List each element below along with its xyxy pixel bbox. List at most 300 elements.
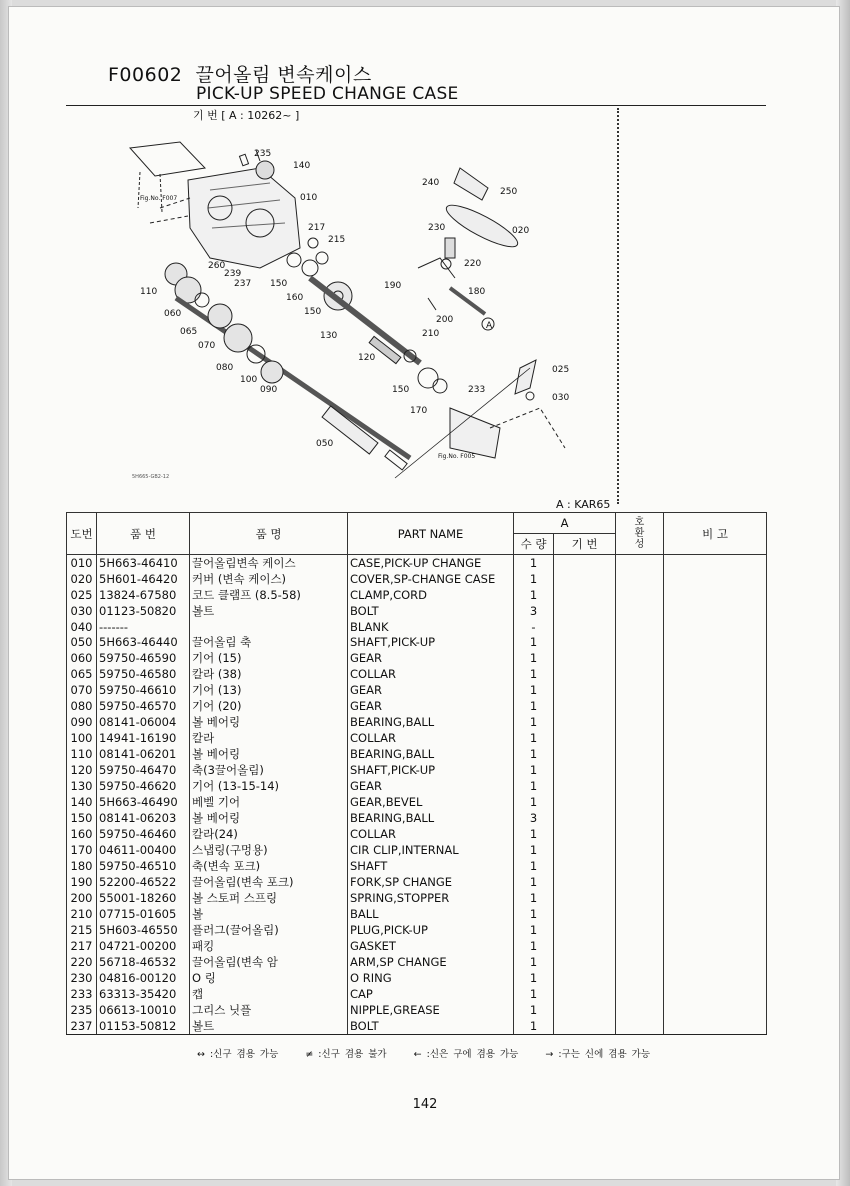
part-name-english: SHAFT,PICK-UP — [348, 762, 514, 778]
part-name-korean: O 링 — [190, 970, 348, 986]
part-name-korean: 볼 스토퍼 스프링 — [190, 890, 348, 906]
serial-cell — [554, 986, 616, 1002]
table-row — [67, 730, 767, 746]
part-number: 08141-06201 — [97, 746, 190, 762]
table-row — [67, 698, 767, 714]
header-remarks: 비 고 — [664, 513, 767, 555]
row-number: 237 — [67, 1018, 97, 1035]
remarks-cell — [664, 826, 767, 842]
quantity: 1 — [514, 938, 554, 954]
remarks-cell — [664, 746, 767, 762]
part-name-korean: 칼라 — [190, 730, 348, 746]
part-name-english: COVER,SP-CHANGE CASE — [348, 571, 514, 587]
row-number: 235 — [67, 1002, 97, 1018]
row-number: 170 — [67, 842, 97, 858]
part-name-english: GEAR — [348, 698, 514, 714]
header-interchange: 호 환 성 — [616, 513, 664, 555]
serial-cell — [554, 698, 616, 714]
remarks-cell — [664, 938, 767, 954]
quantity: 1 — [514, 682, 554, 698]
remarks-cell — [664, 810, 767, 826]
table-row — [67, 890, 767, 906]
legend-item: ≠ :신구 겸용 불가 — [305, 1049, 387, 1060]
quantity: 1 — [514, 1018, 554, 1035]
table-row — [67, 714, 767, 730]
part-name-english: BOLT — [348, 603, 514, 619]
interchange-cell — [616, 906, 664, 922]
interchange-cell — [616, 746, 664, 762]
quantity: 1 — [514, 650, 554, 666]
legend-item: ↔ :신구 겸용 가능 — [197, 1049, 279, 1060]
interchange-cell — [616, 810, 664, 826]
part-name-korean — [190, 619, 348, 634]
part-number: 5H663-46440 — [97, 634, 190, 650]
remarks-cell — [664, 794, 767, 810]
serial-cell — [554, 650, 616, 666]
remarks-cell — [664, 714, 767, 730]
serial-range: 기 번 [ A : 10262~ ] — [193, 109, 300, 122]
header-serial: 기 번 — [554, 534, 616, 555]
part-number: 5H603-46550 — [97, 922, 190, 938]
quantity: 1 — [514, 922, 554, 938]
remarks-cell — [664, 986, 767, 1002]
remarks-cell — [664, 858, 767, 874]
remarks-cell — [664, 842, 767, 858]
table-row — [67, 970, 767, 986]
interchange-cell — [616, 666, 664, 682]
part-name-korean: 끌어올림 축 — [190, 634, 348, 650]
part-name-english: COLLAR — [348, 826, 514, 842]
title-divider — [66, 105, 766, 106]
serial-cell — [554, 810, 616, 826]
interchange-cell — [616, 1002, 664, 1018]
interchange-cell — [616, 650, 664, 666]
serial-cell — [554, 906, 616, 922]
row-number: 110 — [67, 746, 97, 762]
serial-cell — [554, 714, 616, 730]
part-number: 59750-46580 — [97, 666, 190, 682]
row-number: 233 — [67, 986, 97, 1002]
diagram-label: 235 — [254, 149, 272, 159]
part-name-english: BOLT — [348, 1018, 514, 1035]
quantity: 1 — [514, 730, 554, 746]
serial-cell — [554, 603, 616, 619]
serial-cell — [554, 922, 616, 938]
part-name-korean: 볼트 — [190, 1018, 348, 1035]
header-name-kr: 품 명 — [190, 513, 348, 555]
row-number: 030 — [67, 603, 97, 619]
part-name-korean: 그리스 닛플 — [190, 1002, 348, 1018]
diagram-label: 050 — [316, 439, 334, 449]
serial-cell — [554, 555, 616, 572]
interchange-cell — [616, 954, 664, 970]
part-name-english: BEARING,BALL — [348, 714, 514, 730]
row-number: 025 — [67, 587, 97, 603]
model-header: A : KAR65 — [556, 498, 611, 511]
diagram-label: 020 — [512, 226, 530, 236]
serial-cell — [554, 954, 616, 970]
part-name-korean: 기어 (15) — [190, 650, 348, 666]
legend-item: ← :신은 구에 겸용 가능 — [413, 1049, 519, 1060]
row-number: 130 — [67, 778, 97, 794]
part-number: 08141-06203 — [97, 810, 190, 826]
table-row — [67, 842, 767, 858]
part-number: 5H663-46490 — [97, 794, 190, 810]
page-number: 142 — [412, 1097, 438, 1112]
part-number: 01123-50820 — [97, 603, 190, 619]
table-row — [67, 874, 767, 890]
part-name-english: PLUG,PICK-UP — [348, 922, 514, 938]
diagram-label: 140 — [293, 161, 311, 171]
interchange-cell — [616, 587, 664, 603]
serial-cell — [554, 842, 616, 858]
serial-cell — [554, 666, 616, 682]
part-name-english: GEAR — [348, 682, 514, 698]
table-row — [67, 938, 767, 954]
row-number: 100 — [67, 730, 97, 746]
section-title-korean: 끌어올림 변속케이스 — [195, 64, 372, 86]
serial-cell — [554, 634, 616, 650]
serial-cell — [554, 762, 616, 778]
part-name-english: GEAR,BEVEL — [348, 794, 514, 810]
part-number: 08141-06004 — [97, 714, 190, 730]
part-name-english: ARM,SP CHANGE — [348, 954, 514, 970]
header-qty: 수 량 — [514, 534, 554, 555]
figure-reference: Fig.No. F005 — [438, 453, 476, 460]
row-number: 220 — [67, 954, 97, 970]
quantity: 1 — [514, 970, 554, 986]
row-number: 150 — [67, 810, 97, 826]
diagram-label: A — [486, 321, 493, 331]
part-name-korean: 스냅링(구멍용) — [190, 842, 348, 858]
diagram-label: 200 — [436, 315, 454, 325]
row-number: 060 — [67, 650, 97, 666]
quantity: 1 — [514, 571, 554, 587]
header-name-en: PART NAME — [348, 513, 514, 555]
quantity: 1 — [514, 842, 554, 858]
part-number: 13824-67580 — [97, 587, 190, 603]
serial-cell — [554, 587, 616, 603]
part-name-english: BALL — [348, 906, 514, 922]
serial-cell — [554, 1018, 616, 1035]
interchange-cell — [616, 874, 664, 890]
interchange-cell — [616, 603, 664, 619]
row-number: 180 — [67, 858, 97, 874]
diagram-label: 215 — [328, 235, 346, 245]
table-row — [67, 762, 767, 778]
part-number: 52200-46522 — [97, 874, 190, 890]
remarks-cell — [664, 634, 767, 650]
part-number: 04611-00400 — [97, 842, 190, 858]
quantity: 1 — [514, 874, 554, 890]
part-name-english: COLLAR — [348, 666, 514, 682]
part-number: 01153-50812 — [97, 1018, 190, 1035]
quantity: 3 — [514, 603, 554, 619]
diagram-label: 150 — [304, 307, 322, 317]
row-number: 230 — [67, 970, 97, 986]
quantity: 1 — [514, 666, 554, 682]
serial-cell — [554, 874, 616, 890]
part-name-korean: 끌어올림변속 케이스 — [190, 555, 348, 572]
quantity: 1 — [514, 906, 554, 922]
remarks-cell — [664, 778, 767, 794]
parts-table — [66, 512, 767, 1035]
header-group-a: A — [514, 513, 616, 534]
table-row — [67, 682, 767, 698]
remarks-cell — [664, 874, 767, 890]
section-title-english: PICK-UP SPEED CHANGE CASE — [196, 84, 459, 104]
legend — [197, 1046, 672, 1060]
quantity: 1 — [514, 746, 554, 762]
part-name-english: GASKET — [348, 938, 514, 954]
serial-cell — [554, 938, 616, 954]
part-number: ------- — [97, 619, 190, 634]
diagram-label: 025 — [552, 365, 570, 375]
remarks-cell — [664, 571, 767, 587]
interchange-cell — [616, 890, 664, 906]
table-row — [67, 746, 767, 762]
row-number: 120 — [67, 762, 97, 778]
quantity: 1 — [514, 634, 554, 650]
remarks-cell — [664, 954, 767, 970]
part-name-korean: 기어 (13) — [190, 682, 348, 698]
quantity: 1 — [514, 762, 554, 778]
serial-cell — [554, 794, 616, 810]
row-number: 210 — [67, 906, 97, 922]
diagram-label: 065 — [180, 327, 198, 337]
diagram-label: 150 — [392, 385, 410, 395]
interchange-cell — [616, 986, 664, 1002]
table-row — [67, 906, 767, 922]
table-row — [67, 650, 767, 666]
interchange-cell — [616, 826, 664, 842]
interchange-cell — [616, 698, 664, 714]
serial-cell — [554, 571, 616, 587]
quantity: 1 — [514, 986, 554, 1002]
part-name-english: CIR CLIP,INTERNAL — [348, 842, 514, 858]
part-name-english: SHAFT — [348, 858, 514, 874]
diagram-label: 240 — [422, 178, 440, 188]
remarks-cell — [664, 1002, 767, 1018]
row-number: 065 — [67, 666, 97, 682]
part-name-english: SHAFT,PICK-UP — [348, 634, 514, 650]
remarks-cell — [664, 762, 767, 778]
part-number: 14941-16190 — [97, 730, 190, 746]
diagram-label: 120 — [358, 353, 376, 363]
table-row — [67, 666, 767, 682]
diagram-label: 030 — [552, 393, 570, 403]
quantity: 1 — [514, 890, 554, 906]
quantity: 1 — [514, 555, 554, 572]
part-name-korean: 캡 — [190, 986, 348, 1002]
interchange-cell — [616, 1018, 664, 1035]
diagram-label: 239 — [224, 269, 242, 279]
table-row — [67, 603, 767, 619]
part-name-english: CASE,PICK-UP CHANGE — [348, 555, 514, 572]
table-row — [67, 619, 767, 634]
row-number: 040 — [67, 619, 97, 634]
part-name-korean: 플러그(끌어올림) — [190, 922, 348, 938]
part-name-korean: 축(변속 포크) — [190, 858, 348, 874]
part-name-korean: 베벨 기어 — [190, 794, 348, 810]
section-code: F00602 — [108, 64, 183, 86]
row-number: 200 — [67, 890, 97, 906]
part-name-korean: 볼 — [190, 906, 348, 922]
quantity: 1 — [514, 778, 554, 794]
serial-cell — [554, 1002, 616, 1018]
table-row — [67, 587, 767, 603]
part-number: 59750-46570 — [97, 698, 190, 714]
interchange-cell — [616, 619, 664, 634]
diagram-label: 170 — [410, 406, 428, 416]
remarks-cell — [664, 650, 767, 666]
part-name-english: FORK,SP CHANGE — [348, 874, 514, 890]
table-row — [67, 571, 767, 587]
diagram-label: 180 — [468, 287, 486, 297]
quantity: 1 — [514, 826, 554, 842]
part-number: 59750-46590 — [97, 650, 190, 666]
serial-cell — [554, 858, 616, 874]
serial-cell — [554, 778, 616, 794]
table-row — [67, 634, 767, 650]
serial-cell — [554, 826, 616, 842]
part-name-english: SPRING,STOPPER — [348, 890, 514, 906]
serial-cell — [554, 746, 616, 762]
table-row — [67, 810, 767, 826]
part-number: 55001-18260 — [97, 890, 190, 906]
interchange-cell — [616, 778, 664, 794]
table-row — [67, 1018, 767, 1035]
remarks-cell — [664, 1018, 767, 1035]
diagram-label: 060 — [164, 309, 182, 319]
part-number: 59750-46620 — [97, 778, 190, 794]
quantity: 1 — [514, 858, 554, 874]
row-number: 215 — [67, 922, 97, 938]
table-row — [67, 778, 767, 794]
part-number: 04721-00200 — [97, 938, 190, 954]
interchange-cell — [616, 682, 664, 698]
diagram-label: 100 — [240, 375, 258, 385]
part-name-english: BEARING,BALL — [348, 746, 514, 762]
remarks-cell — [664, 970, 767, 986]
part-name-korean: 끌어올림(변속 포크) — [190, 874, 348, 890]
serial-cell — [554, 890, 616, 906]
remarks-cell — [664, 682, 767, 698]
interchange-cell — [616, 922, 664, 938]
diagram-label: 010 — [300, 193, 318, 203]
row-number: 020 — [67, 571, 97, 587]
table-row — [67, 555, 767, 572]
row-number: 217 — [67, 938, 97, 954]
part-number: 5H601-46420 — [97, 571, 190, 587]
row-number: 010 — [67, 555, 97, 572]
part-number: 59750-46610 — [97, 682, 190, 698]
part-number: 5H663-46410 — [97, 555, 190, 572]
serial-cell — [554, 970, 616, 986]
part-name-korean: 볼트 — [190, 603, 348, 619]
part-name-korean: 축(3끌어올림) — [190, 762, 348, 778]
interchange-cell — [616, 730, 664, 746]
row-number: 090 — [67, 714, 97, 730]
quantity: 1 — [514, 794, 554, 810]
part-number: 07715-01605 — [97, 906, 190, 922]
serial-cell — [554, 730, 616, 746]
diagram-label: 130 — [320, 331, 338, 341]
interchange-cell — [616, 762, 664, 778]
quantity: - — [514, 619, 554, 634]
row-number: 070 — [67, 682, 97, 698]
part-number: 04816-00120 — [97, 970, 190, 986]
table-row — [67, 986, 767, 1002]
table-row — [67, 922, 767, 938]
part-name-english: COLLAR — [348, 730, 514, 746]
diagram-label: 233 — [468, 385, 486, 395]
quantity: 1 — [514, 954, 554, 970]
part-name-korean: 칼라 (38) — [190, 666, 348, 682]
table-row — [67, 1002, 767, 1018]
diagram-label: 230 — [428, 223, 446, 233]
interchange-cell — [616, 714, 664, 730]
part-name-korean: 칼라(24) — [190, 826, 348, 842]
part-name-korean: 볼 베어링 — [190, 810, 348, 826]
exploded-parts-diagram — [110, 128, 580, 490]
header-no: 도번 — [67, 513, 97, 555]
part-name-english: BEARING,BALL — [348, 810, 514, 826]
remarks-cell — [664, 698, 767, 714]
diagram-label: 080 — [216, 363, 234, 373]
interchange-cell — [616, 938, 664, 954]
remarks-cell — [664, 555, 767, 572]
part-name-korean: 패킹 — [190, 938, 348, 954]
diagram-label: 210 — [422, 329, 440, 339]
interchange-cell — [616, 970, 664, 986]
remarks-cell — [664, 906, 767, 922]
remarks-cell — [664, 603, 767, 619]
part-name-english: GEAR — [348, 650, 514, 666]
diagram-label: 220 — [464, 259, 482, 269]
interchange-cell — [616, 634, 664, 650]
quantity: 1 — [514, 587, 554, 603]
table-row — [67, 954, 767, 970]
interchange-cell — [616, 571, 664, 587]
remarks-cell — [664, 666, 767, 682]
part-number: 59750-46460 — [97, 826, 190, 842]
row-number: 160 — [67, 826, 97, 842]
part-name-english: NIPPLE,GREASE — [348, 1002, 514, 1018]
part-name-english: CAP — [348, 986, 514, 1002]
part-name-korean: 기어 (20) — [190, 698, 348, 714]
part-number: 63313-35420 — [97, 986, 190, 1002]
serial-cell — [554, 619, 616, 634]
part-name-english: BLANK — [348, 619, 514, 634]
diagram-label: 070 — [198, 341, 216, 351]
part-name-korean: 끌어올림(변속 암 — [190, 954, 348, 970]
part-name-korean: 기어 (13-15-14) — [190, 778, 348, 794]
interchange-cell — [616, 858, 664, 874]
quantity: 1 — [514, 1002, 554, 1018]
dotted-divider — [617, 108, 619, 504]
part-number: 59750-46470 — [97, 762, 190, 778]
quantity: 3 — [514, 810, 554, 826]
figure-reference: Fig.No. F007 — [140, 195, 178, 202]
row-number: 190 — [67, 874, 97, 890]
table-row — [67, 858, 767, 874]
part-name-english: GEAR — [348, 778, 514, 794]
interchange-cell — [616, 555, 664, 572]
row-number: 140 — [67, 794, 97, 810]
remarks-cell — [664, 730, 767, 746]
diagram-label: 090 — [260, 385, 278, 395]
